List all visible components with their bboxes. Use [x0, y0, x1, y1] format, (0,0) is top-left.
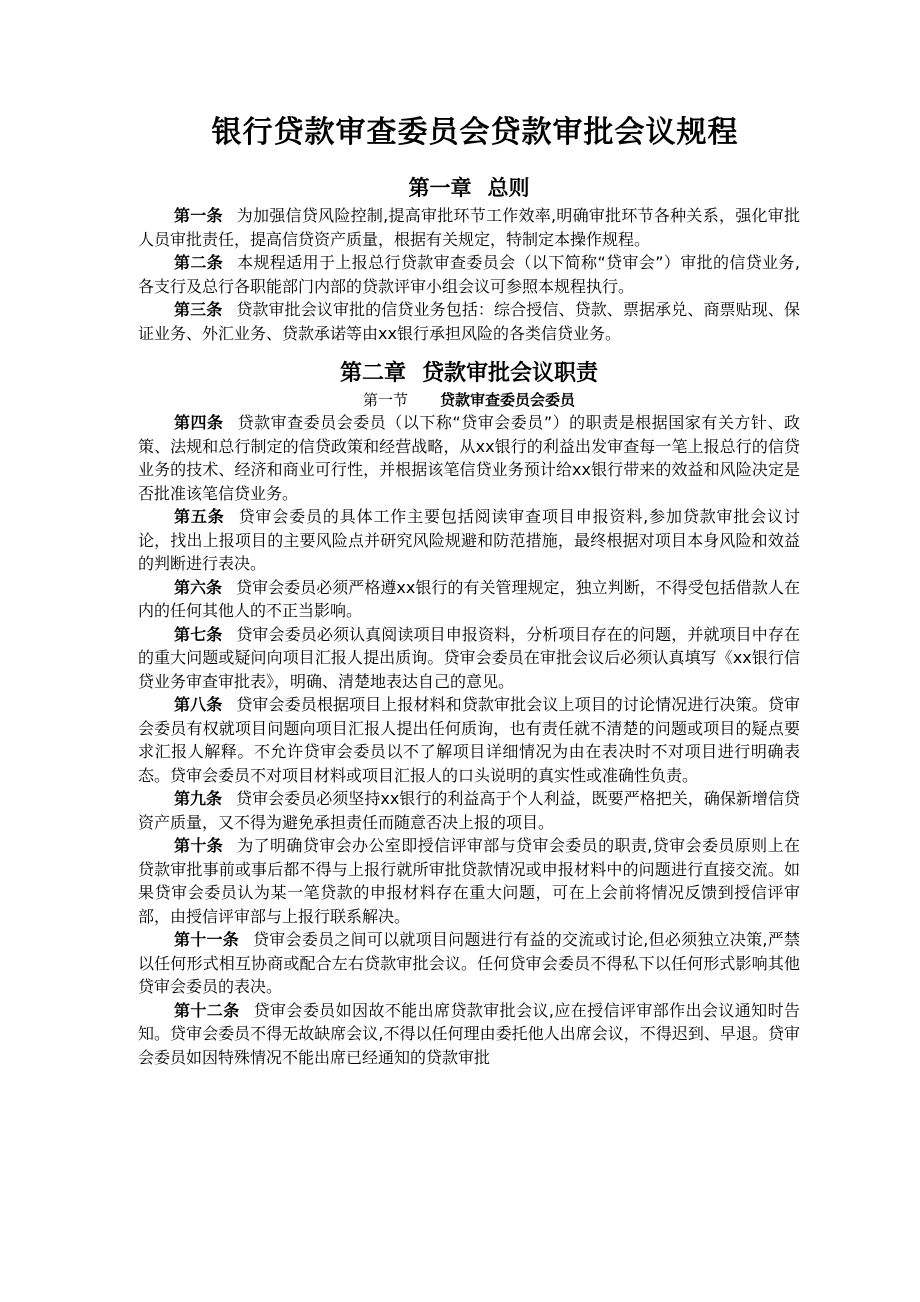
article-10	[138, 834, 800, 928]
chapter-2-number: 第二章	[339, 361, 406, 386]
article-text: 贷审会委员之间可以就项目问题进行有益的交流或讨论,但必须独立决策,严禁以任何形式相互协商或配合左右贷款审批会议。任何贷审会委员不得私下以任何形式影响其他贷审会委员的表决。	[138, 930, 800, 996]
article-number: 第六条	[174, 577, 223, 597]
article-5	[138, 505, 800, 576]
chapter-2-name: 贷款审批会议职责	[422, 361, 599, 386]
article-text: 贷审会委员的具体工作主要包括阅读审查项目申报资料,参加贷款审批会议讨论，找出上报项目的主要风险点并研究风险规避和防范措施，最终根据对项目本身风险和效益的判断进行表决。	[138, 507, 800, 573]
article-number: 第九条	[174, 789, 223, 808]
article-text: 贷审会委员必须认真阅读项目申报资料，分析项目存在的问题，并就项目中存在的重大问题或疑问向项目汇报人提出质询。贷审会委员在审批会议后必须认真填写《xx银行信贷业务审查审批表》，明确、清楚地表达自己的意见。	[138, 624, 800, 691]
chapter-2-heading	[138, 359, 800, 389]
section-1-name: 贷款审查委员会委员	[440, 391, 576, 409]
article-number: 第三条	[174, 300, 223, 319]
article-number: 第八条	[174, 695, 223, 714]
article-6	[138, 576, 800, 623]
article-number: 第十二条	[174, 1000, 240, 1020]
article-number: 第十条	[174, 836, 224, 855]
article-text: 贷款审查委员会委员（以下称“贷审会委员”）的职责是根据国家有关方针、政策、法规和总行制定的信贷政策和经营战略，从xx银行的利益出发审查每一笔上报总行的信贷业务的技术、经济和商业可行性，并根据该笔信贷业务预计给xx银行带来的效益和风险决定是否批准该笔信贷业务。	[138, 413, 800, 503]
article-7	[138, 623, 800, 694]
chapter-1-heading	[138, 172, 800, 204]
article-text: 为了明确贷审会办公室即授信评审部与贷审会委员的职责,贷审会委员原则上在贷款审批事前或事后都不得与上报行就所审批贷款情况或申报材料中的问题进行直接交流。如果贷审会委员认为某一笔贷款的申报材料存在重大问题，可在上会前将情况反馈到授信评审部，由授信评审部与上报行联系解决。	[138, 836, 800, 926]
article-number: 第五条	[174, 507, 225, 526]
article-text: 贷审会委员必须严格遵xx银行的有关管理规定，独立判断，不得受包括借款人在内的任何其他人的不正当影响。	[138, 577, 800, 620]
article-number: 第十一条	[174, 930, 240, 949]
section-1-heading	[138, 389, 800, 411]
article-9	[138, 787, 800, 834]
article-text: 贷审会委员必须坚持xx银行的利益高于个人利益，既要严格把关，确保新增信贷资产质量，又不得为避免承担责任而随意否决上报的项目。	[138, 789, 800, 832]
article-11	[138, 928, 800, 999]
chapter-1-number: 第一章	[408, 176, 472, 200]
article-4	[138, 411, 800, 505]
article-1	[138, 204, 800, 251]
article-number: 第二条	[174, 253, 224, 272]
article-12	[138, 999, 800, 1070]
section-1-number: 第一节	[362, 391, 408, 409]
article-text: 贷审会委员根据项目上报材料和贷款审批会议上项目的讨论情况进行决策。贷审会委员有权就项目问题向项目汇报人提出任何质询，也有责任就不清楚的问题或项目的疑点要求汇报人解释。不允许贷审会委员以不了解项目详细情况为由在表决时不对项目进行明确表态。贷审会委员不对项目材料或项目汇报人的口头说明的真实性或准确性负责。	[138, 695, 800, 785]
article-number: 第一条	[174, 206, 223, 225]
article-text: 本规程适用于上报总行贷款审查委员会（以下简称“贷审会”）审批的信贷业务,各支行及总行各职能部门内部的贷款评审小组会议可参照本规程执行。	[138, 253, 800, 296]
article-number: 第七条	[174, 624, 223, 644]
article-text: 贷款审批会议审批的信贷业务包括：综合授信、贷款、票据承兑、商票贴现、保证业务、外汇业务、贷款承诺等由xx银行承担风险的各类信贷业务。	[138, 300, 800, 343]
article-text: 贷审会委员如因故不能出席贷款审批会议,应在授信评审部作出会议通知时告知。贷审会委员不得无故缺席会议,不得以任何理由委托他人出席会议，不得迟到、早退。贷审会委员如因特殊情况不能出席已经通知的贷款审批	[138, 1000, 800, 1067]
article-2	[138, 251, 800, 298]
chapter-1-name: 总则	[487, 176, 530, 200]
article-number: 第四条	[174, 413, 224, 432]
document-title: 银行贷款审查委员会贷款审批会议规程	[211, 115, 739, 150]
article-text: 为加强信贷风险控制,提高审批环节工作效率,明确审批环节各种关系，强化审批人员审批责任，提高信贷资产质量，根据有关规定，特制定本操作规程。	[138, 206, 800, 249]
article-8	[138, 693, 800, 787]
article-3	[138, 298, 800, 345]
